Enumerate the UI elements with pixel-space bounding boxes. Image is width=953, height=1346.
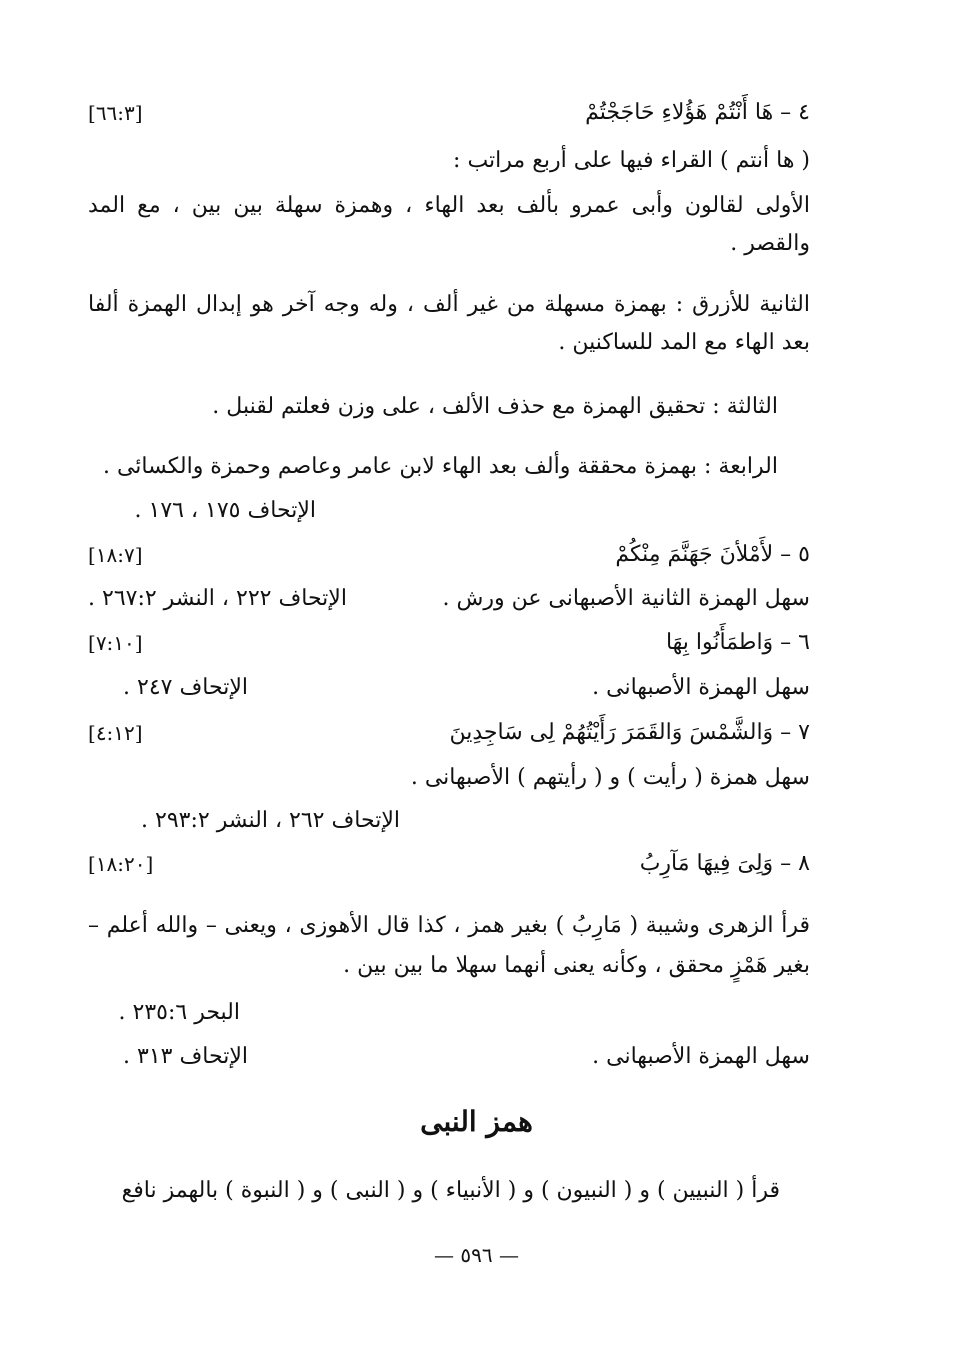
p5-source2: الإتحاف ٣١٣ . <box>123 1044 248 1069</box>
p3-text: سهل الهمزة الأصبهانى . <box>592 675 810 700</box>
verse-4: ٤ – هَا أَنْتُمْ هَؤُلاءِ حَاجَجْتُمْ <box>585 100 810 125</box>
p1-fourth: الرابعة : بهمزة محققة وألف بعد الهاء لابن عامر وعاصم وحمزة والكسائى . <box>102 454 778 479</box>
p2-source: الإتحاف ٢٢٢ ، النشر ٢٦٧:٢ . <box>88 586 347 611</box>
p1-second: الثانية للأزرق : بهمزة مسهلة من غير ألف ، وله وجه آخر هو إبدال الهمزة ألفا بعد الهاء مع المد للساكنين . <box>88 292 810 355</box>
verse-5: ٥ – لأَمْلأنَ جَهَنَّمَ مِنْكُمْ <box>615 542 810 567</box>
verse-6-reference: [٧:١٠] <box>88 631 143 655</box>
p5-text: قرأ الزهرى وشيبة ( مَارِبُ ) بغير همز ، كذا قال الأهوزى ، ويعنى – والله أعلم – بغير هَمْزٍ محقق ، وكأنه يعنى أنهما سهلا ما بين بين . <box>88 913 810 978</box>
p6-text: قرأ ( النبيين ) و ( النبيون ) و ( الأنبياء ) و ( النبى ) و ( النبوة ) بالهمز نافع <box>121 1178 780 1203</box>
p4-text: سهل همزة ( رأيت ) و ( رأيتهم ) الأصبهانى . <box>410 765 810 790</box>
verse-8-reference: [١٨:٢٠] <box>88 852 154 876</box>
verse-6: ٦ – وَاطمَأَنُوا بِهَا <box>665 630 810 655</box>
p5-text2: سهل الهمزة الأصبهانى . <box>592 1044 810 1069</box>
verse-5-reference: [١٨:٧] <box>88 543 143 567</box>
p1-third: الثالثة : تحقيق الهمزة مع حذف الألف ، على وزن فعلتم لقنبل . <box>212 394 778 419</box>
p1-intro: ( ها أنتم ) القراء فيها على أربع مراتب : <box>453 148 810 173</box>
verse-7-reference: [٤:١٢] <box>88 721 143 745</box>
verse-8: ٨ – وَلِىَ فِيهَا مَآرِبُ <box>639 851 810 876</box>
verse-7: ٧ – وَالشَّمْسَ وَالقَمَرَ رَأَيْتُهُمْ لِى سَاجِدِينَ <box>449 720 810 745</box>
p1-source: الإتحاف ١٧٥ ، ١٧٦ . <box>134 498 316 523</box>
verse-4-reference: [٦٦:٣] <box>88 101 143 125</box>
p1-first: الأولى لقالون وأبى عمرو بألف بعد الهاء ، وهمزة سهلة بين بين ، مع المد والقصر . <box>88 193 810 256</box>
page-number: — ٥٩٦ — <box>434 1243 519 1267</box>
p2-text: سهل الهمزة الثانية الأصبهانى عن ورش . <box>442 586 810 611</box>
section-heading: همز النبى <box>420 1105 533 1138</box>
p3-source: الإتحاف ٢٤٧ . <box>123 675 248 700</box>
p5-source1: البحر ٢٣٥:٦ . <box>118 1000 240 1025</box>
p4-source: الإتحاف ٢٦٢ ، النشر ٢٩٣:٢ . <box>141 808 400 833</box>
